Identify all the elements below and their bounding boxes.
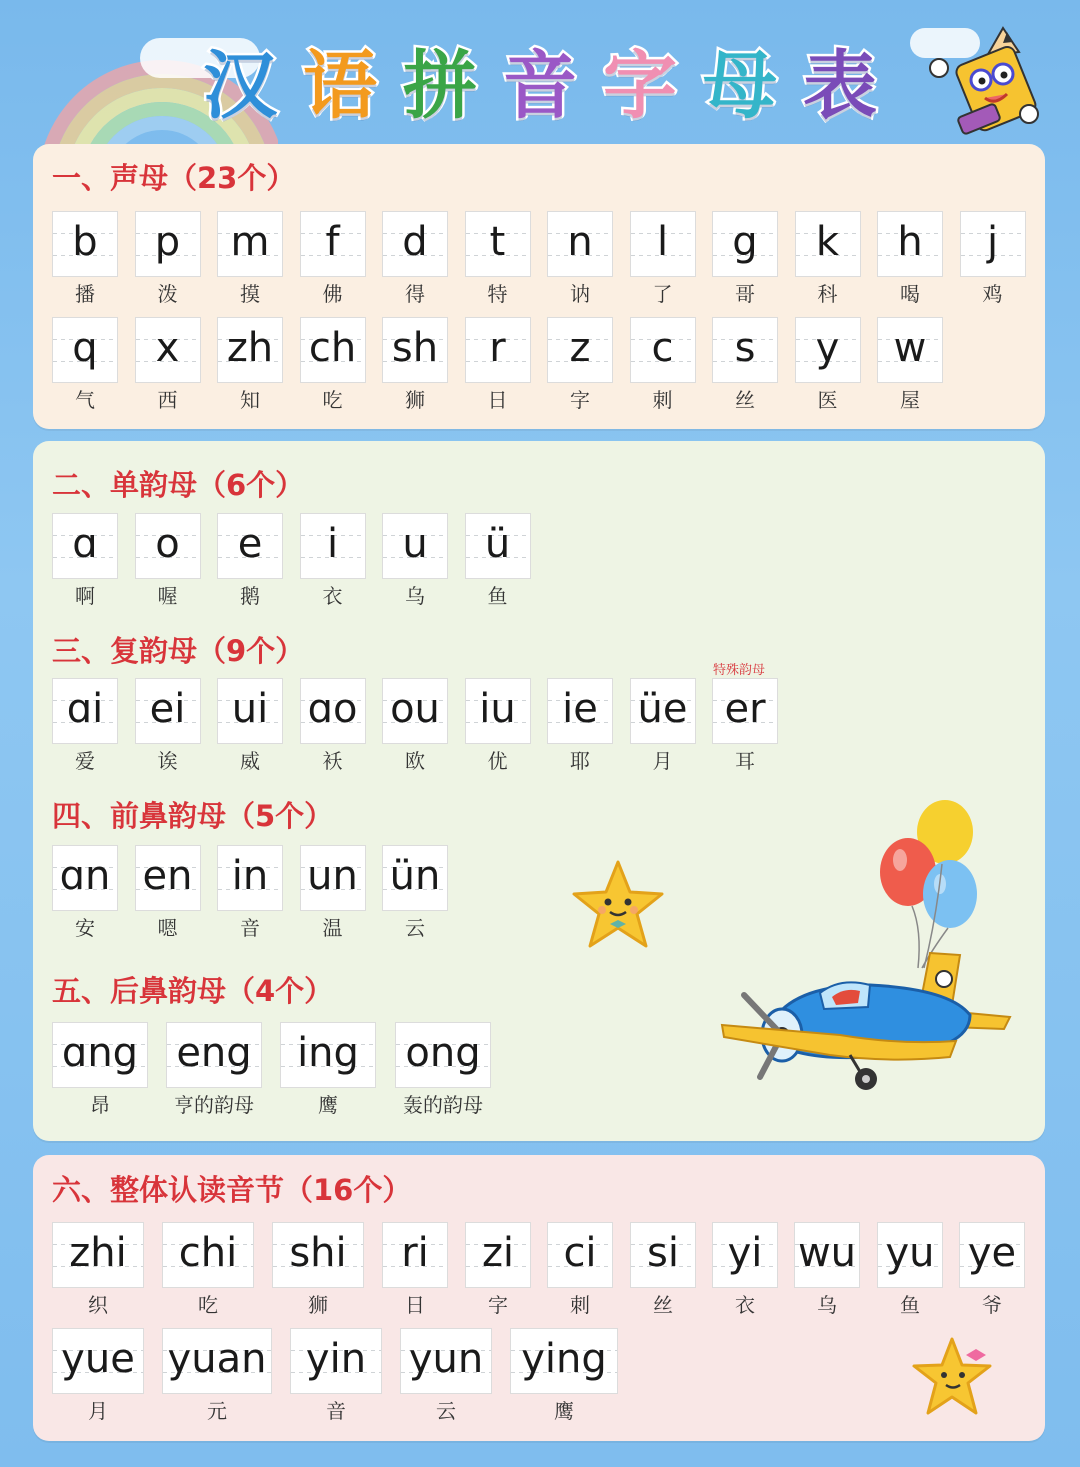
pinyin-letter: k xyxy=(815,219,840,265)
pinyin-letter: ri xyxy=(401,1230,429,1276)
example-character: 鹰 xyxy=(554,1399,574,1423)
example-character: 知 xyxy=(240,388,260,412)
pinyin-letter: üe xyxy=(637,686,688,732)
example-character: 亨的韵母 xyxy=(174,1093,254,1117)
example-character: 耳 xyxy=(735,749,755,773)
pinyin-letter: zh xyxy=(226,325,274,371)
whole-syllable-card xyxy=(52,1328,144,1428)
pinyin-letter: ing xyxy=(297,1030,359,1076)
section-heading-initials: 一、声母（23个） xyxy=(52,161,296,195)
simple-final-card xyxy=(135,513,201,613)
pinyin-letter: c xyxy=(651,325,674,371)
simple-final-card xyxy=(217,513,283,613)
title-character: 母 xyxy=(703,43,777,129)
example-character: 耶 xyxy=(570,749,590,773)
whole-syllable-card xyxy=(162,1328,272,1428)
pinyin-letter: i xyxy=(326,521,339,567)
example-character: 丝 xyxy=(735,388,755,412)
pinyin-letter: yun xyxy=(408,1336,484,1382)
whole-syllable-card xyxy=(877,1222,943,1322)
initial-card xyxy=(877,317,943,417)
whole-syllable-card xyxy=(382,1222,448,1322)
example-character: 得 xyxy=(405,282,425,306)
initial-card xyxy=(547,317,613,417)
example-character: 了 xyxy=(652,282,673,306)
example-character: 云 xyxy=(436,1399,456,1423)
special-final-note: 特殊韵母 xyxy=(713,663,766,678)
pinyin-letter: ou xyxy=(390,686,440,732)
pinyin-letter: ch xyxy=(308,325,357,371)
example-character: 佛 xyxy=(322,282,343,306)
pinyin-letter: f xyxy=(325,219,340,265)
whole-syllable-card xyxy=(630,1222,696,1322)
example-character: 诶 xyxy=(157,749,178,773)
example-character: 摸 xyxy=(240,282,260,306)
pinyin-letter: m xyxy=(230,219,270,265)
initial-card xyxy=(52,211,118,311)
whole-syllable-card xyxy=(959,1222,1025,1322)
pinyin-letter: zhi xyxy=(69,1230,127,1276)
front-nasal-final-card xyxy=(300,845,366,945)
initial-card xyxy=(712,211,778,311)
pinyin-letter: ong xyxy=(405,1030,481,1076)
section-heading-simple-finals: 二、单韵母（6个） xyxy=(52,468,305,502)
pinyin-letter: ɑo xyxy=(307,686,358,732)
initial-card xyxy=(300,211,366,311)
example-character: 袄 xyxy=(322,749,343,773)
initial-card xyxy=(960,211,1026,311)
initial-card xyxy=(382,211,448,311)
whole-syllable-card xyxy=(52,1222,144,1322)
pinyin-letter: y xyxy=(815,325,840,371)
pinyin-letter: l xyxy=(656,219,669,265)
whole-syllable-card xyxy=(510,1328,618,1428)
example-character: 元 xyxy=(207,1399,227,1423)
example-character: 音 xyxy=(326,1399,346,1423)
pinyin-letter: t xyxy=(489,219,506,265)
star-mascot-icon xyxy=(570,858,666,954)
initial-card xyxy=(217,317,283,417)
airplane-icon xyxy=(720,945,1020,1105)
section-heading-whole-syllables: 六、整体认读音节（16个） xyxy=(52,1173,412,1207)
example-character: 狮 xyxy=(308,1293,328,1317)
pinyin-letter: ci xyxy=(563,1230,597,1276)
example-character: 优 xyxy=(487,749,508,773)
initial-card xyxy=(630,211,696,311)
example-character: 乌 xyxy=(817,1293,837,1317)
title-character: 拼 xyxy=(403,43,477,129)
example-character: 喝 xyxy=(900,282,920,306)
example-character: 狮 xyxy=(405,388,425,412)
initial-card xyxy=(217,211,283,311)
compound-final-card xyxy=(217,678,283,778)
title-character: 汉 xyxy=(203,43,277,129)
pinyin-letter: en xyxy=(142,853,193,899)
example-character: 衣 xyxy=(735,1293,755,1317)
example-character: 鱼 xyxy=(487,584,508,608)
example-character: 气 xyxy=(75,388,95,412)
pinyin-letter: ei xyxy=(149,686,186,732)
back-nasal-final-card xyxy=(166,1022,262,1122)
initial-card xyxy=(877,211,943,311)
pinyin-letter: ye xyxy=(967,1230,1017,1276)
pinyin-letter: p xyxy=(154,219,181,265)
title-character: 表 xyxy=(803,43,877,129)
example-character: 鱼 xyxy=(900,1293,920,1317)
front-nasal-final-card xyxy=(217,845,283,945)
example-character: 嗯 xyxy=(157,916,178,940)
example-character: 爱 xyxy=(75,749,95,773)
pencil-mascot-icon xyxy=(925,22,1045,137)
pinyin-letter: shi xyxy=(289,1230,347,1276)
pinyin-letter: h xyxy=(897,219,923,265)
example-character: 医 xyxy=(817,388,838,412)
title-character: 语 xyxy=(303,43,377,129)
whole-syllable-card xyxy=(162,1222,254,1322)
example-character: 月 xyxy=(652,749,673,773)
pinyin-letter: ie xyxy=(562,686,598,732)
compound-final-card xyxy=(465,678,531,778)
example-character: 月 xyxy=(88,1399,108,1423)
pinyin-letter: yin xyxy=(305,1336,367,1382)
whole-syllable-card xyxy=(547,1222,613,1322)
example-character: 衣 xyxy=(322,584,343,608)
pinyin-letter: j xyxy=(986,219,999,265)
pinyin-letter: ui xyxy=(231,686,269,732)
title-character: 字 xyxy=(603,43,677,129)
example-character: 啊 xyxy=(75,584,95,608)
pinyin-letter: x xyxy=(155,325,180,371)
front-nasal-final-card xyxy=(135,845,201,945)
whole-syllable-card xyxy=(400,1328,492,1428)
simple-final-card xyxy=(465,513,531,613)
pinyin-letter: ying xyxy=(521,1336,607,1382)
example-character: 云 xyxy=(405,916,425,940)
example-character: 音 xyxy=(240,916,260,940)
example-character: 喔 xyxy=(157,584,178,608)
example-character: 爷 xyxy=(982,1293,1002,1317)
pinyin-letter: chi xyxy=(178,1230,238,1276)
example-character: 威 xyxy=(240,749,260,773)
pinyin-letter: zi xyxy=(481,1230,515,1276)
example-character: 吃 xyxy=(198,1293,218,1317)
pinyin-letter: e xyxy=(237,521,263,567)
initial-card xyxy=(795,211,861,311)
pinyin-letter: o xyxy=(155,521,180,567)
example-character: 哥 xyxy=(735,282,755,306)
initial-card xyxy=(135,317,201,417)
example-character: 乌 xyxy=(405,584,425,608)
pinyin-letter: in xyxy=(231,853,269,899)
pinyin-letter: z xyxy=(569,325,591,371)
whole-syllable-card xyxy=(794,1222,860,1322)
whole-syllable-card xyxy=(465,1222,531,1322)
compound-final-card xyxy=(52,678,118,778)
pinyin-letter: b xyxy=(72,219,98,265)
pinyin-letter: eng xyxy=(176,1030,252,1076)
pinyin-letter: w xyxy=(893,325,927,371)
pinyin-letter: iu xyxy=(479,686,516,732)
example-character: 昂 xyxy=(90,1093,110,1117)
simple-final-card xyxy=(300,513,366,613)
initial-card xyxy=(465,317,531,417)
example-character: 播 xyxy=(75,282,95,306)
section-heading-front-nasal-finals: 四、前鼻韵母（5个） xyxy=(52,799,334,833)
pinyin-letter: ün xyxy=(389,853,441,899)
example-character: 字 xyxy=(488,1293,508,1317)
pinyin-letter: yi xyxy=(727,1230,763,1276)
example-character: 欧 xyxy=(405,749,425,773)
pinyin-letter: s xyxy=(734,325,756,371)
example-character: 讷 xyxy=(570,282,590,306)
compound-final-card xyxy=(135,678,201,778)
example-character: 屋 xyxy=(900,388,920,412)
whole-syllable-card xyxy=(290,1328,382,1428)
initial-card xyxy=(795,317,861,417)
example-character: 日 xyxy=(405,1293,425,1317)
example-character: 织 xyxy=(88,1293,108,1317)
pinyin-letter: ɑi xyxy=(66,686,104,732)
initial-card xyxy=(135,211,201,311)
pinyin-letter: ɑn xyxy=(59,853,111,899)
initial-card xyxy=(547,211,613,311)
pinyin-letter: ɑ xyxy=(72,521,98,567)
whole-syllable-card xyxy=(272,1222,364,1322)
pinyin-letter: u xyxy=(402,521,428,567)
initial-card xyxy=(300,317,366,417)
initial-card xyxy=(712,317,778,417)
example-character: 刺 xyxy=(652,388,673,412)
star-with-bow-icon xyxy=(910,1335,994,1419)
example-character: 温 xyxy=(322,916,343,940)
back-nasal-final-card xyxy=(395,1022,491,1122)
simple-final-card xyxy=(382,513,448,613)
example-character: 安 xyxy=(75,916,95,940)
pinyin-letter: q xyxy=(72,325,98,371)
example-character: 泼 xyxy=(157,282,178,306)
pinyin-letter: ü xyxy=(484,521,511,567)
pinyin-letter: yuan xyxy=(167,1336,267,1382)
initial-card xyxy=(465,211,531,311)
whole-syllable-card xyxy=(712,1222,778,1322)
title-character: 音 xyxy=(503,43,577,129)
example-character: 丝 xyxy=(653,1293,673,1317)
initial-card xyxy=(52,317,118,417)
initial-card xyxy=(382,317,448,417)
example-character: 鸡 xyxy=(982,282,1003,306)
compound-final-card xyxy=(300,678,366,778)
example-character: 日 xyxy=(487,388,508,412)
pinyin-letter: r xyxy=(489,325,506,371)
example-character: 刺 xyxy=(570,1293,590,1317)
compound-final-card xyxy=(712,678,778,778)
pinyin-letter: n xyxy=(567,219,593,265)
example-character: 轰的韵母 xyxy=(403,1093,483,1117)
pinyin-letter: wu xyxy=(797,1230,857,1276)
section-heading-back-nasal-finals: 五、后鼻韵母（4个） xyxy=(52,974,334,1008)
pinyin-letter: si xyxy=(647,1230,679,1276)
section-heading-compound-finals: 三、复韵母（9个） xyxy=(52,634,305,668)
front-nasal-final-card xyxy=(382,845,448,945)
example-character: 吃 xyxy=(322,388,343,412)
pinyin-letter: g xyxy=(732,219,758,265)
simple-final-card xyxy=(52,513,118,613)
back-nasal-final-card xyxy=(52,1022,148,1122)
pinyin-letter: er xyxy=(724,686,766,732)
example-character: 字 xyxy=(570,388,590,412)
pinyin-letter: ɑng xyxy=(61,1030,139,1076)
example-character: 西 xyxy=(157,388,178,412)
pinyin-letter: sh xyxy=(391,325,439,371)
pinyin-letter: d xyxy=(402,219,428,265)
compound-final-card xyxy=(382,678,448,778)
example-character: 特 xyxy=(487,282,508,306)
example-character: 科 xyxy=(817,282,838,306)
page-title xyxy=(190,36,890,136)
compound-final-card xyxy=(630,678,696,778)
pinyin-letter: yue xyxy=(61,1336,135,1382)
example-character: 鹅 xyxy=(240,584,260,608)
compound-final-card xyxy=(547,678,613,778)
front-nasal-final-card xyxy=(52,845,118,945)
pinyin-letter: un xyxy=(307,853,358,899)
initial-card xyxy=(630,317,696,417)
example-character: 鹰 xyxy=(318,1093,338,1117)
back-nasal-final-card xyxy=(280,1022,376,1122)
pinyin-letter: yu xyxy=(885,1230,935,1276)
